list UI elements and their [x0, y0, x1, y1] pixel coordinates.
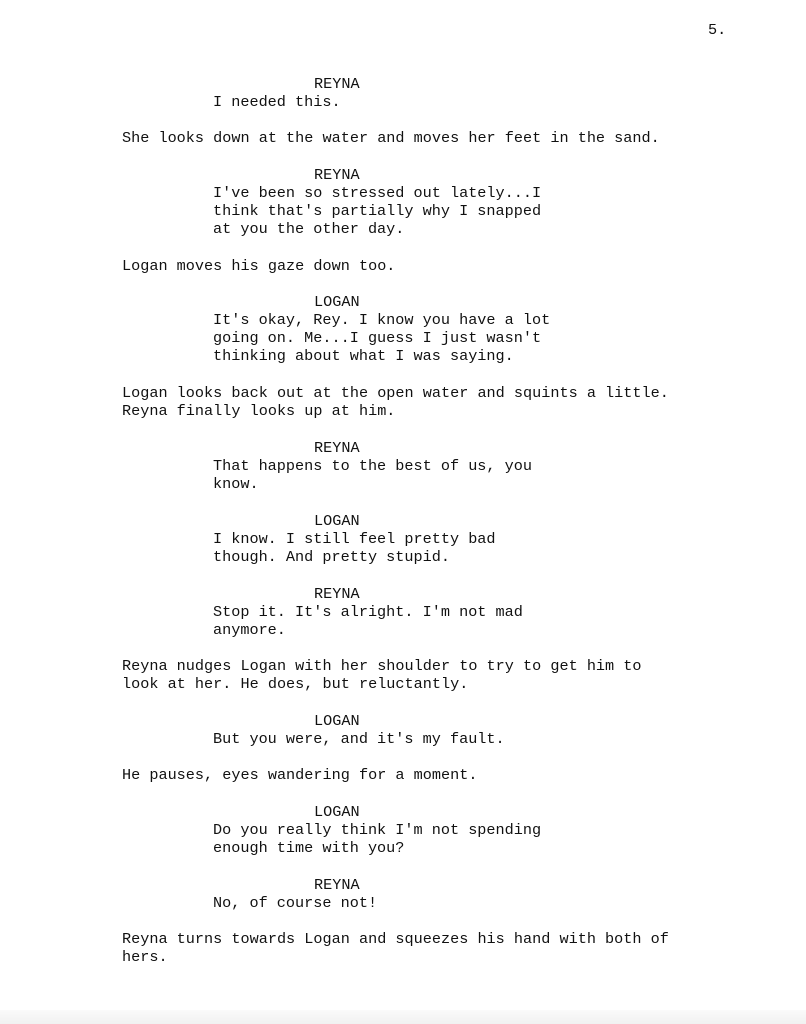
dialogue-line: I know. I still feel pretty bad [213, 530, 496, 548]
action-line: Reyna finally looks up at him. [122, 402, 396, 420]
dialogue-line: Do you really think I'm not spending [213, 821, 542, 839]
character-name: LOGAN [314, 803, 360, 821]
dialogue-line: It's okay, Rey. I know you have a lot [213, 311, 551, 329]
dialogue-line: though. And pretty stupid. [213, 548, 450, 566]
action-line: Reyna nudges Logan with her shoulder to try to get him to [122, 657, 642, 675]
character-name: REYNA [314, 585, 360, 603]
dialogue-line: No, of course not! [213, 894, 378, 912]
character-name: LOGAN [314, 293, 360, 311]
action-line: look at her. He does, but reluctantly. [122, 675, 469, 693]
action-line: Logan looks back out at the open water and squints a little. [122, 384, 669, 402]
action-line: hers. [122, 948, 168, 966]
action-line: Reyna turns towards Logan and squeezes his hand with both of [122, 930, 669, 948]
character-name: LOGAN [314, 512, 360, 530]
page-bottom-edge [0, 1010, 806, 1024]
dialogue-line: think that's partially why I snapped [213, 202, 542, 220]
page-number: 5. [708, 21, 727, 39]
dialogue-line: I needed this. [213, 93, 341, 111]
character-name: LOGAN [314, 712, 360, 730]
character-name: REYNA [314, 876, 360, 894]
character-name: REYNA [314, 75, 360, 93]
action-line: She looks down at the water and moves her feet in the sand. [122, 129, 660, 147]
dialogue-line: That happens to the best of us, you [213, 457, 532, 475]
dialogue-line: enough time with you? [213, 839, 405, 857]
action-line: Logan moves his gaze down too. [122, 257, 396, 275]
dialogue-line: at you the other day. [213, 220, 405, 238]
dialogue-line: I've been so stressed out lately...I [213, 184, 542, 202]
dialogue-line: Stop it. It's alright. I'm not mad [213, 603, 523, 621]
character-name: REYNA [314, 439, 360, 457]
dialogue-line: know. [213, 475, 259, 493]
action-line: He pauses, eyes wandering for a moment. [122, 766, 478, 784]
dialogue-line: But you were, and it's my fault. [213, 730, 505, 748]
dialogue-line: anymore. [213, 621, 286, 639]
character-name: REYNA [314, 166, 360, 184]
dialogue-line: thinking about what I was saying. [213, 347, 514, 365]
dialogue-line: going on. Me...I guess I just wasn't [213, 329, 542, 347]
